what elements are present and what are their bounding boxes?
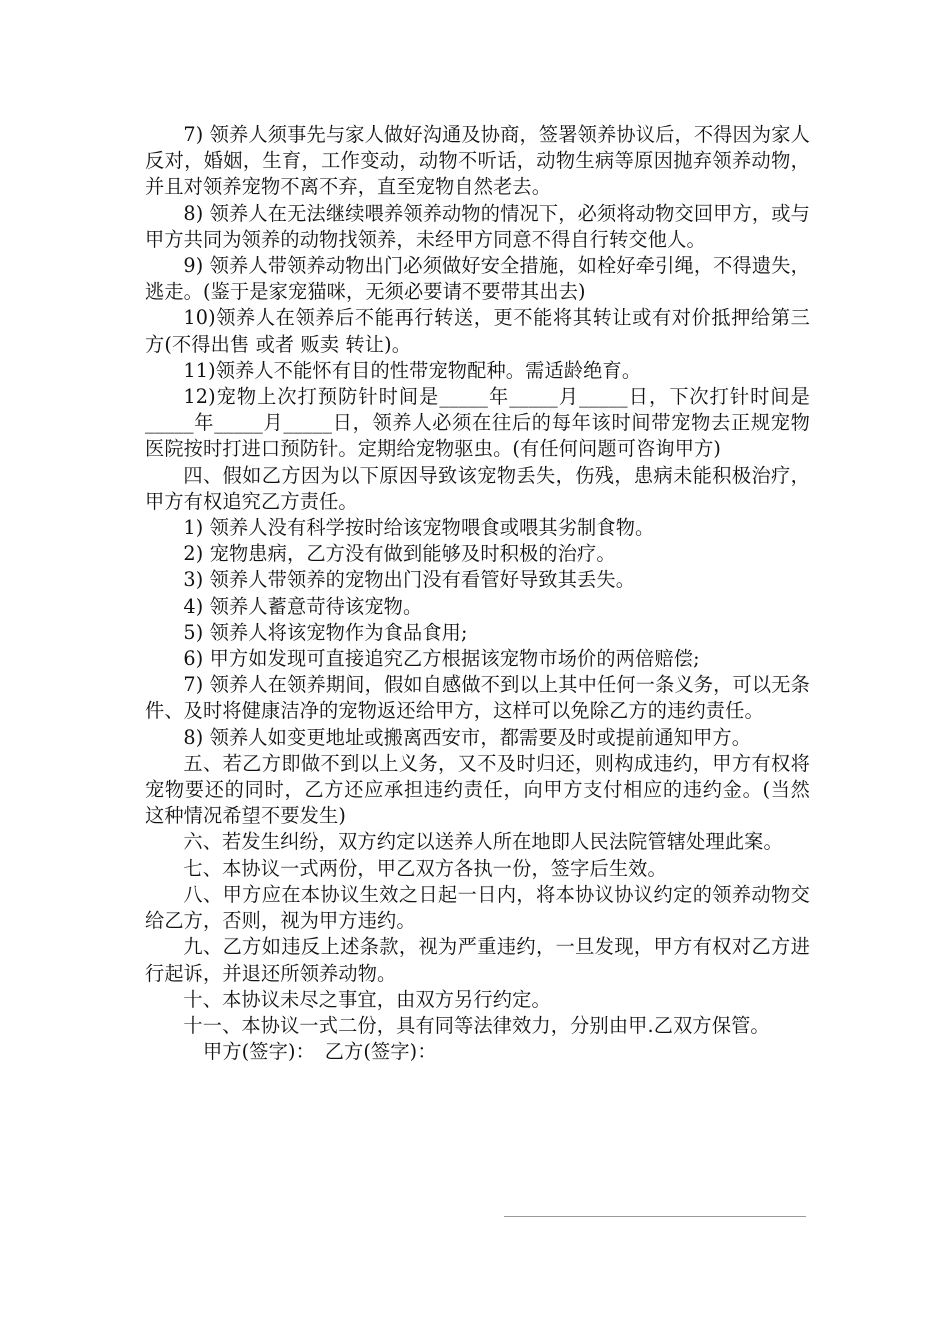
section-11-legal-effect: 十一、本协议一式二份，具有同等法律效力，分别由甲.乙双方保管。 (183, 1013, 770, 1037)
clause-7-family-consent: 7) 领养人须事先与家人做好沟通及协商，签署领养协议后，不得因为家人反对，婚姻，生育，工作变动，动物不听话，动物生病等原因抛弃领养动物，并且对领养宠物不离不弃，直至宠物自然老去。 (145, 123, 810, 199)
liability-item-5: 5) 领养人将该宠物作为食品食用; (183, 620, 468, 644)
section-8-delivery: 八、甲方应在本协议生效之日起一日内，将本协议协议约定的领养动物交给乙方，否则，视为甲方违约。 (145, 882, 810, 933)
liability-item-7: 7) 领养人在领养期间，假如自感做不到以上其中任何一条义务，可以无条件、及时将健康洁净的宠物返还给甲方，这样可以免除乙方的违约责任。 (145, 673, 810, 723)
footer-divider (504, 1216, 806, 1217)
agreement-body (145, 122, 810, 1065)
section-6-disputes: 六、若发生纠纷，双方约定以送养人所在地即人民法院管辖处理此案。 (183, 830, 783, 854)
clause-12-vaccination: 12)宠物上次打预防针时间是_____年_____月_____日，下次打针时间是_____年_____月_____日，领养人必须在往后的每年该时间带宠物去正规宠物医院按时打进口预防针。定期给宠物驱虫。(有任何问题可咨询甲方) (145, 385, 810, 461)
clause-9-safety-measures: 9) 领养人带领养动物出门必须做好安全措施，如栓好牵引绳，不得遗失，逃走。(鉴于是家宠猫咪，无须必要请不要带其出去) (145, 254, 810, 304)
signature-line: 甲方(签字)： 乙方(签字)： (203, 1040, 437, 1064)
liability-item-8: 8) 领养人如变更地址或搬离西安市，都需要及时或提前通知甲方。 (183, 725, 752, 749)
clause-11-no-breeding: 11)领养人不能怀有目的性带宠物配种。需适龄绝育。 (183, 358, 642, 382)
section-10-other-matters: 十、本协议未尽之事宜，由双方另行约定。 (183, 987, 551, 1011)
section-9-violation: 九、乙方如违反上述条款，视为严重违约，一旦发现，甲方有权对乙方进行起诉，并退还所领养动物。 (145, 935, 810, 985)
section-7-copies: 七、本协议一式两份，甲乙双方各执一份，签字后生效。 (183, 856, 667, 880)
section-4-liability: 四、假如乙方因为以下原因导致该宠物丢失，伤残，患病未能积极治疗，甲方有权追究乙方责任。 (145, 463, 810, 513)
liability-item-3: 3) 领养人带领养的宠物出门没有看管好导致其丢失。 (183, 568, 636, 592)
liability-item-1: 1) 领养人没有科学按时给该宠物喂食或喂其劣制食物。 (183, 516, 655, 540)
liability-item-2: 2) 宠物患病，乙方没有做到能够及时积极的治疗。 (183, 542, 616, 566)
section-5-breach: 五、若乙方即做不到以上义务，又不及时归还，则构成违约，甲方有权将宠物要还的同时，乙方还应承担违约责任，向甲方支付相应的违约金。(当然这种情况希望不要发生) (145, 751, 810, 828)
clause-10-no-transfer: 10)领养人在领养后不能再行转送，更不能将其转让或有对价抵押给第三方(不得出售 或者 贩卖 转让)。 (145, 306, 810, 356)
clause-8-return-animal: 8) 领养人在无法继续喂养领养动物的情况下，必须将动物交回甲方，或与甲方共同为领养的动物找领养，未经甲方同意不得自行转交他人。 (145, 201, 810, 251)
liability-item-4: 4) 领养人蓄意苛待该宠物。 (183, 594, 423, 618)
liability-item-6: 6) 甲方如发现可直接追究乙方根据该宠物市场价的两倍赔偿; (183, 647, 700, 671)
